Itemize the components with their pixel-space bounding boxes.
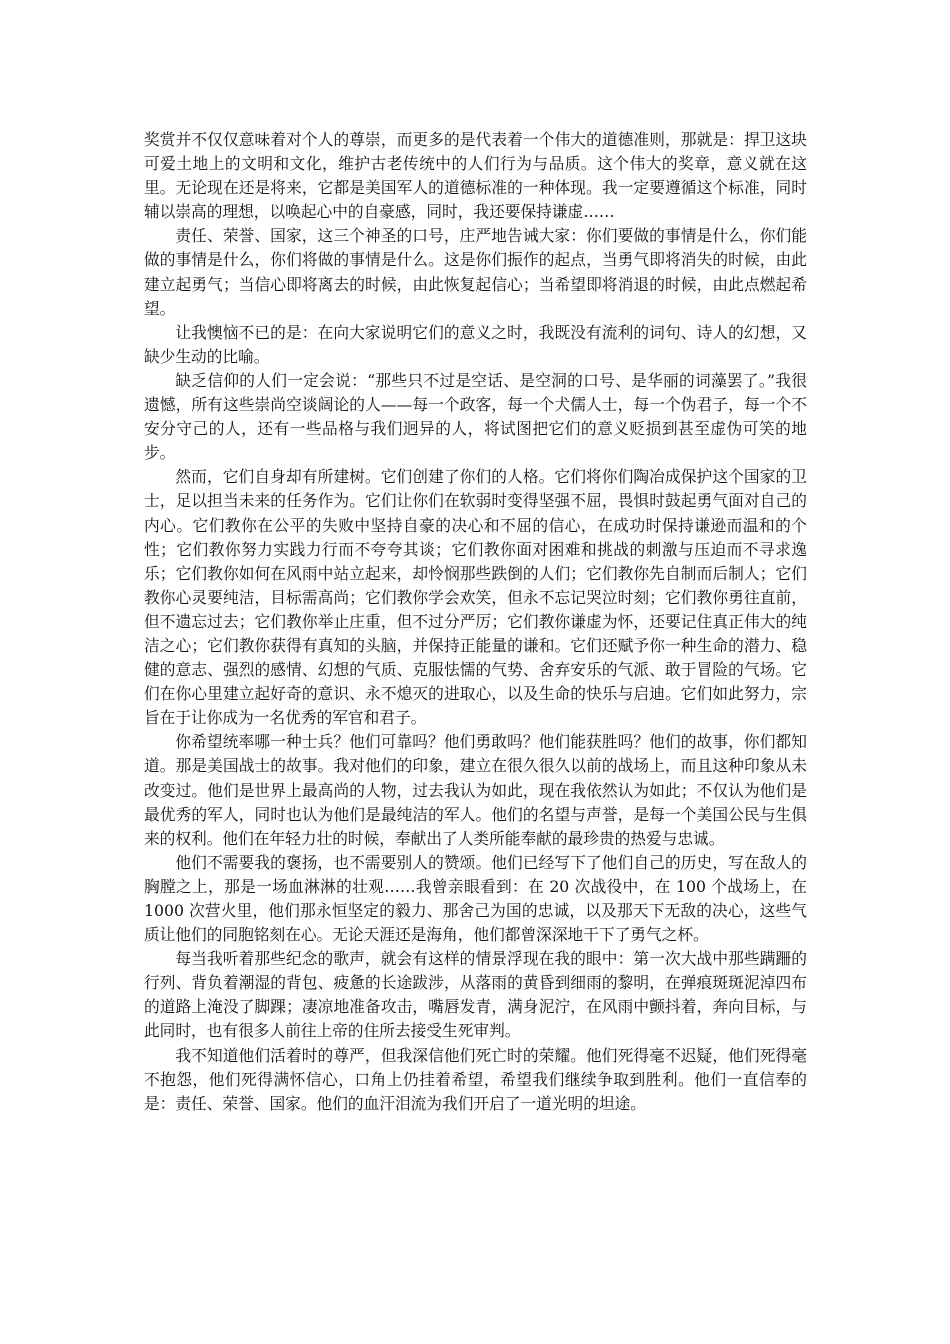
paragraph-5: 然而，它们自身却有所建树。它们创建了你们的人格。它们将你们陶冶成保护这个国家的卫士，足以担当未来的任务作为。它们让你们在软弱时变得坚强不屈，畏惧时鼓起勇气面对自己的内心。它们教你在公平的失败中坚持自豪的决心和不屈的信心，在成功时保持谦逊而温和的个性；它们教你努力实践力行而不夸夸其谈；它们教你面对困难和挑战的刺激与压迫而不寻求逸乐；它们教你如何在风雨中站立起来，却怜悯那些跌倒的人们；它们教你先自制而后制人；它们教你心灵要纯洁，目标需高尚；它们教你学会欢笑，但永不忘记哭泣时刻；它们教你勇往直前，但不遗忘过去；它们教你举止庄重，但不过分严厉；它们教你谦虚为怀，还要记住真正伟大的纯洁之心；它们教你获得有真知的头脑，并保持正能量的谦和。它们还赋予你一种生命的潜力、稳健的意志、强烈的感情、幻想的气质、克服怯懦的气势、舍弃安乐的气派、敢于冒险的气场。它们在你心里建立起好奇的意识、永不熄灭的进取心，以及生命的快乐与启迪。它们如此努力，宗旨在于让你成为一名优秀的军官和君子。 [144, 467, 807, 728]
speech-text-body [144, 128, 807, 1116]
paragraph-8: 每当我听着那些纪念的歌声，就会有这样的情景浮现在我的眼中：第一次大战中那些蹒跚的行列、背负着潮湿的背包、疲惫的长途跋涉，从落雨的黄昏到细雨的黎明，在弹痕斑斑泥淖四布的道路上淹没了脚踝；凄凉地准备攻击，嘴唇发青，满身泥泞，在风雨中颤抖着，奔向目标，与此同时，也有很多人前往上帝的住所去接受生死审判。 [144, 949, 807, 1041]
paragraph-3: 让我懊恼不已的是：在向大家说明它们的意义之时，我既没有流利的词句、诗人的幻想，又缺少生动的比喻。 [144, 322, 807, 366]
paragraph-7: 他们不需要我的褒扬，也不需要别人的赞颂。他们已经写下了他们自己的历史，写在敌人的胸膛之上，那是一场血淋淋的壮观……我曾亲眼看到：在 20 次战役中，在 100 个战场上，在 1000 次营火里，他们那永恒坚定的毅力、那舍己为国的忠诚，以及那天下无敌的决心，这些气质让他们的同胞铭刻在心。无论天涯还是海角，他们都曾深深地干下了勇气之杯。 [144, 852, 807, 945]
paragraph-4: 缺乏信仰的人们一定会说：“那些只不过是空话、是空洞的口号、是华丽的词藻罢了。”我很遗憾，所有这些崇尚空谈阔论的人——每一个政客，每一个犬儒人士，每一个伪君子，每一个不安分守己的人，还有一些品格与我们迥异的人，将试图把它们的意义贬损到甚至虚伪可笑的地步。 [144, 370, 807, 463]
paragraph-2: 责任、荣誉、国家，这三个神圣的口号，庄严地告诫大家：你们要做的事情是什么，你们能做的事情是什么，你们将做的事情是什么。这是你们振作的起点，当勇气即将消失的时候，由此建立起勇气；当信心即将离去的时候，由此恢复起信心；当希望即将消退的时候，由此点燃起希望。 [144, 226, 807, 318]
paragraph-6: 你希望统率哪一种士兵？他们可靠吗？他们勇敢吗？他们能获胜吗？他们的故事，你们都知道。那是美国战士的故事。我对他们的印象，建立在很久很久以前的战场上，而且这种印象从未改变过。他们是世界上最高尚的人物，过去我认为如此，现在我依然认为如此；不仅认为他们是最优秀的军人，同时也认为他们是最纯洁的军人。他们的名望与声誉，是每一个美国公民与生俱来的权利。他们在年轻力壮的时候，奉献出了人类所能奉献的最珍贵的热爱与忠诚。 [144, 732, 807, 848]
paragraph-9: 我不知道他们活着时的尊严，但我深信他们死亡时的荣耀。他们死得毫不迟疑，他们死得毫不抱怨，他们死得满怀信心，口角上仍挂着希望，希望我们继续争取到胜利。他们一直信奉的是：责任、荣誉、国家。他们的血汗泪流为我们开启了一道光明的坦途。 [144, 1045, 807, 1113]
paragraph-1: 奖赏并不仅仅意味着对个人的尊崇，而更多的是代表着一个伟大的道德准则，那就是：捍卫这块可爱土地上的文明和文化，维护古老传统中的人们行为与品质。这个伟大的奖章，意义就在这里。无论现在还是将来，它都是美国军人的道德标准的一种体现。我一定要遵循这个标准，同时辅以崇高的理想，以唤起心中的自豪感，同时，我还要保持谦虚…… [144, 130, 807, 222]
